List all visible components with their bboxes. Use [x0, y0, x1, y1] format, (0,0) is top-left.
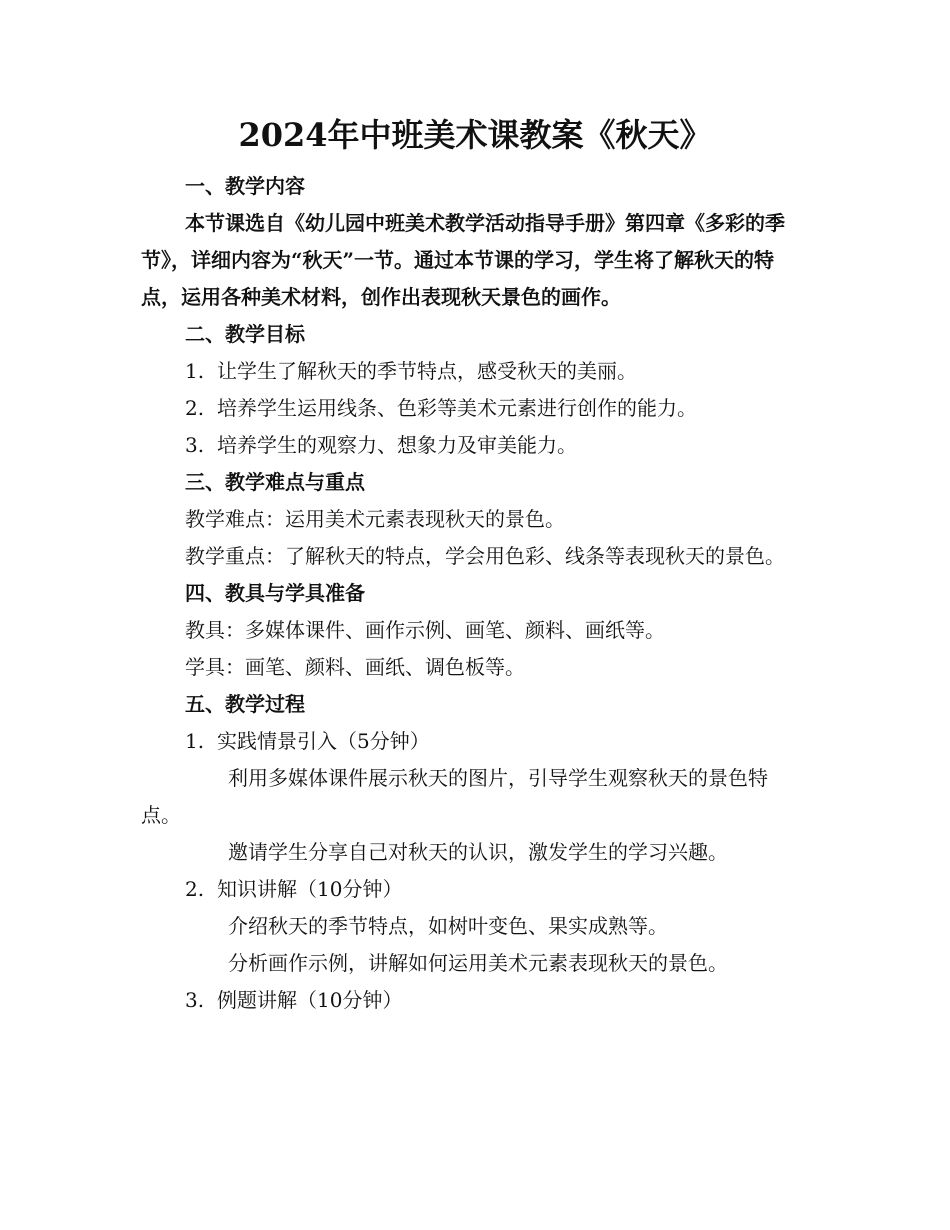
goal-text: 培养学生的观察力、想象力及审美能力。	[217, 433, 577, 457]
step-title: 例题讲解（10分钟）	[217, 988, 403, 1012]
goal-item	[141, 427, 801, 464]
goal-item	[141, 353, 801, 390]
teacher-materials: 教具：多媒体课件、画作示例、画笔、颜料、画纸等。	[185, 618, 665, 642]
step-number: 1.	[185, 729, 205, 753]
step-number: 3.	[185, 988, 205, 1012]
step-paragraph: 邀请学生分享自己对秋天的认识，激发学生的学习兴趣。	[228, 840, 728, 864]
step-title: 知识讲解（10分钟）	[217, 877, 403, 901]
step-paragraph: 利用多媒体课件展示秋天的图片，引导学生观察秋天的景色特点。	[141, 766, 768, 827]
step-title: 实践情景引入（5分钟）	[217, 729, 430, 753]
process-step	[141, 871, 801, 908]
process-step	[141, 982, 801, 1019]
step-paragraph: 介绍秋天的季节特点，如树叶变色、果实成熟等。	[228, 914, 668, 938]
step-number: 2.	[185, 877, 205, 901]
student-materials: 学具：画笔、颜料、画纸、调色板等。	[185, 655, 525, 679]
document-body	[141, 168, 801, 1019]
teaching-content-paragraph: 本节课选自《幼儿园中班美术教学活动指导手册》第四章《多彩的季节》，详细内容为“秋天”一节。通过本节课的学习，学生将了解秋天的特点，运用各种美术材料，创作出表现秋天景色的画作。	[141, 211, 785, 309]
section-heading-teaching-process: 五、教学过程	[185, 692, 305, 716]
step-paragraph: 分析画作示例，讲解如何运用美术元素表现秋天的景色。	[228, 951, 728, 975]
section-heading-difficulty-key: 三、教学难点与重点	[185, 470, 365, 494]
section-heading-materials: 四、教具与学具准备	[185, 581, 365, 605]
teaching-difficulty: 教学难点：运用美术元素表现秋天的景色。	[185, 507, 565, 531]
section-heading-teaching-goals: 二、教学目标	[185, 322, 305, 346]
goal-item	[141, 390, 801, 427]
goal-number: 3.	[185, 433, 205, 457]
document-title: 2024年中班美术课教案《秋天》	[238, 116, 712, 154]
goal-number: 2.	[185, 396, 205, 420]
section-heading-teaching-content: 一、教学内容	[185, 174, 305, 198]
goal-text: 培养学生运用线条、色彩等美术元素进行创作的能力。	[217, 396, 697, 420]
goal-text: 让学生了解秋天的季节特点，感受秋天的美丽。	[217, 359, 637, 383]
goal-number: 1.	[185, 359, 205, 383]
process-step	[141, 723, 801, 760]
teaching-key-point: 教学重点：了解秋天的特点，学会用色彩、线条等表现秋天的景色。	[185, 544, 785, 568]
